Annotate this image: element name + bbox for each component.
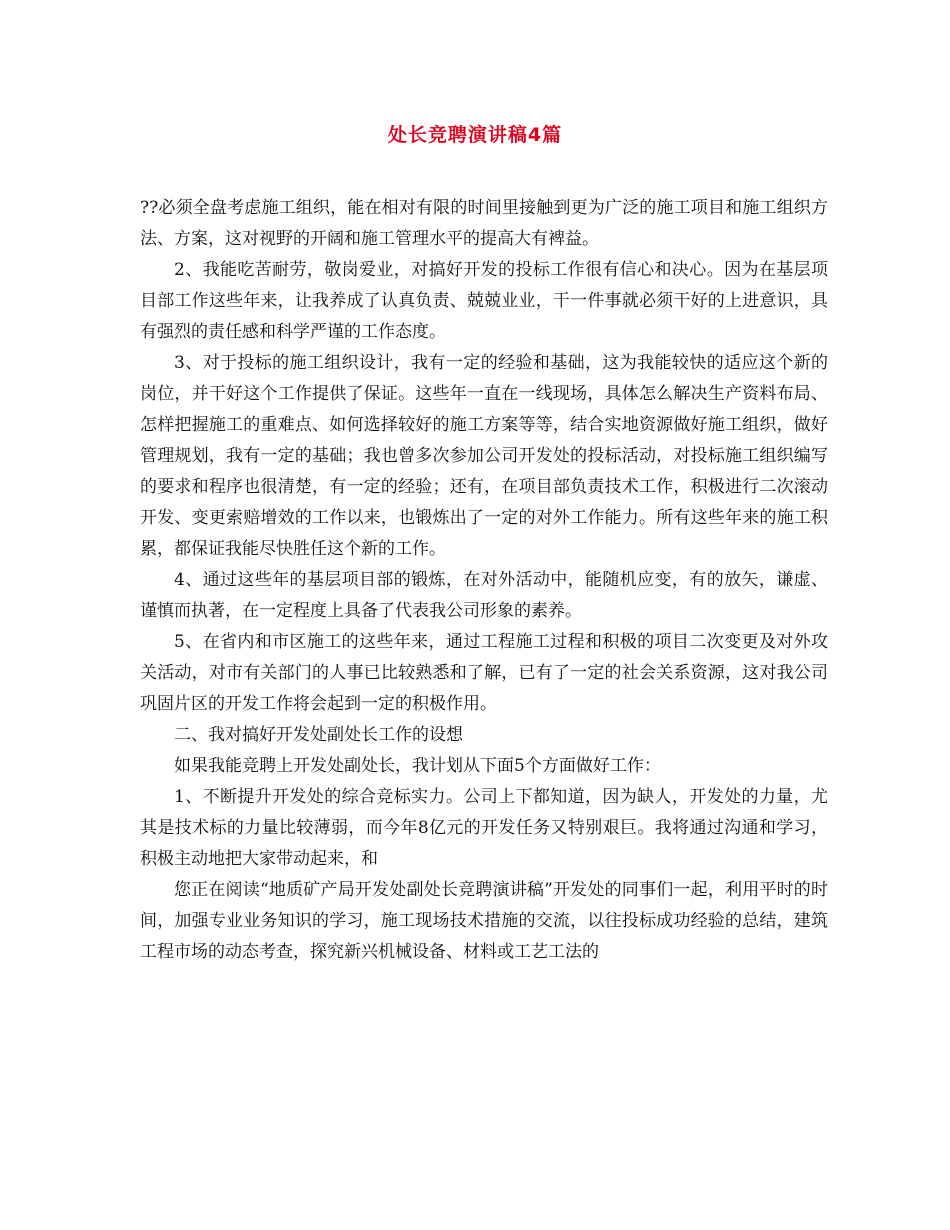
paragraph-9: 您正在阅读“地质矿产局开发处副处长竞聘演讲稿”开发处的同事们一起，利用平时的时间，加强专业业务知识的学习，施工现场技术措施的交流，以往投标成功经验的总结，建筑工程市场的动态考查，探究新兴机械设备、材料或工艺工法的 bbox=[140, 880, 828, 962]
document-title: 处长竞聘演讲稿4篇 bbox=[387, 124, 563, 146]
section-heading: 二、我对搞好开发处副处长工作的设想 bbox=[174, 725, 463, 745]
document-body bbox=[140, 193, 828, 968]
paragraph-1: ??必须全盘考虑施工组织，能在相对有限的时间里接触到更为广泛的施工项目和施工组织方法、方案，这对视野的开阔和施工管理水平的提高大有裨益。 bbox=[140, 198, 828, 249]
paragraph-5: 5、在省内和市区施工的这些年来，通过工程施工过程和积极的项目二次变更及对外攻关活动，对市有关部门的人事已比较熟悉和了解，已有了一定的社会关系资源，这对我公司巩固片区的开发工作将会起到一定的积极作用。 bbox=[140, 632, 828, 714]
paragraph-7: 如果我能竞聘上开发处副处长，我计划从下面5个方面做好工作： bbox=[174, 756, 661, 776]
paragraph-2: 2、我能吃苦耐劳，敬岗爱业，对搞好开发的投标工作很有信心和决心。因为在基层项目部工作这些年来，让我养成了认真负责、兢兢业业，干一件事就必须干好的上进意识，具有强烈的责任感和科学严谨的工作态度。 bbox=[140, 260, 828, 342]
paragraph-8: 1、不断提升开发处的综合竞标实力。公司上下都知道，因为缺人，开发处的力量，尤其是技术标的力量比较薄弱，而今年8亿元的开发任务又特别艰巨。我将通过沟通和学习，积极主动地把大家带动起来，和 bbox=[140, 787, 828, 869]
paragraph-4: 4、通过这些年的基层项目部的锻炼，在对外活动中，能随机应变，有的放矢，谦虚、谨慎而执著，在一定程度上具备了代表我公司形象的素养。 bbox=[140, 570, 828, 621]
paragraph-3: 3、对于投标的施工组织设计，我有一定的经验和基础，这为我能较快的适应这个新的岗位，并干好这个工作提供了保证。这些年一直在一线现场，具体怎么解决生产资料布局、怎样把握施工的重难点、如何选择较好的施工方案等等，结合实地资源做好施工组织，做好管理规划，我有一定的基础；我也曾多次参加公司开发处的投标活动，对投标施工组织编写的要求和程序也很清楚，有一定的经验；还有，在项目部负责技术工作，积极进行二次滚动开发、变更索赔增效的工作以来，也锻炼出了一定的对外工作能力。所有这些年来的施工积累，都保证我能尽快胜任这个新的工作。 bbox=[140, 353, 828, 559]
